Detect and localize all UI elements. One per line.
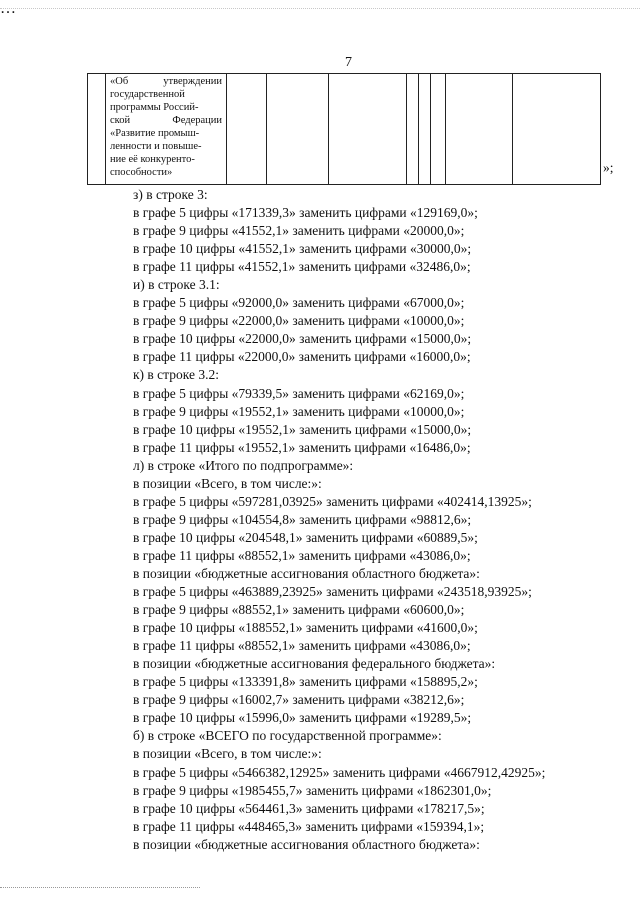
amendment-line: в графе 9 цифры «41552,1» заменить цифрами «20000,0»; [133,223,465,239]
table-cell-line: программы Россий- [110,102,199,113]
amendment-line [133,457,603,475]
amendment-line [133,330,603,348]
table-column-divider [512,74,513,184]
amendment-line: в графе 11 цифры «19552,1» заменить цифрами «16486,0»; [133,439,471,455]
table-cell-act-title [110,75,222,179]
amendment-line [133,782,603,800]
amendment-line: в позиции «бюджетные ассигнования областного бюджета»: [133,565,480,581]
amendment-line: в графе 10 цифры «19552,1» заменить цифрами «15000,0»; [133,421,472,437]
amendment-line: в графе 5 цифры «5466382,12925» заменить цифрами «4667912,42925»; [133,764,546,780]
scan-edge-top [0,8,640,9]
amendment-line [133,709,603,727]
table-cell-line [110,75,222,88]
amendment-line [133,601,603,619]
amendment-line [133,619,603,637]
amendment-line [133,439,603,457]
amendment-line: в графе 5 цифры «463889,23925» заменить цифрами «243518,93925»; [133,584,532,600]
amendment-line [133,294,603,312]
amendment-line: в графе 10 цифры «188552,1» заменить цифрами «41600,0»; [133,620,478,636]
amendment-line: в графе 5 цифры «133391,8» заменить цифрами «158895,2»; [133,674,478,690]
amendment-line [133,691,603,709]
amendment-line: з) в строке 3: [133,187,208,202]
table-cell-line: ленности и повыше- [110,141,202,152]
amendment-line: в позиции «бюджетные ассигнования областного бюджета»: [133,836,480,852]
scan-edge-bottom [0,887,200,888]
amendment-line: в графе 5 цифры «92000,0» заменить цифрами «67000,0»; [133,295,465,311]
table-column-divider [430,74,431,184]
table-cell-line: способности» [110,167,173,178]
amendment-line: и) в строке 3.1: [133,277,220,293]
amendment-line: в графе 10 цифры «15996,0» заменить цифрами «19289,5»; [133,710,472,726]
amendment-line [133,818,603,836]
amendment-line: в графе 11 цифры «448465,3» заменить цифрами «159394,1»; [133,818,485,834]
table-closing-quote: »; [603,160,614,175]
amendment-line: в позиции «Всего, в том числе:»: [133,746,322,762]
amendment-line: в графе 10 цифры «564461,3» заменить цифрами «178217,5»; [133,800,485,816]
amendment-line [133,403,603,421]
amendment-line: в графе 9 цифры «19552,1» заменить цифрами «10000,0»; [133,403,465,419]
amendment-line [133,800,603,818]
amendment-line [133,222,603,240]
amendment-line: в графе 9 цифры «1985455,7» заменить цифрами «1862301,0»; [133,782,492,798]
amendment-line [133,385,603,403]
amendment-line: б) в строке «ВСЕГО по государственной программе»: [133,728,442,744]
table-cell-line [110,127,222,140]
table-column-divider [328,74,329,184]
amendment-line: в позиции «Всего, в том числе:»: [133,475,322,491]
amendment-line [133,764,603,782]
amendment-line [133,493,603,511]
table-cell-word: ской [110,115,131,126]
amendment-line [133,583,603,601]
amendment-line: в графе 11 цифры «88552,1» заменить цифрами «43086,0»; [133,638,471,654]
page-number: 7 [345,55,352,70]
amendment-line [133,276,603,294]
table-cell-word: утверждении [163,76,222,87]
amendment-line [133,547,603,565]
amendment-line [133,529,603,547]
amendment-line [133,727,603,745]
amendment-line [133,348,603,366]
amendment-line: в графе 10 цифры «41552,1» заменить цифрами «30000,0»; [133,241,472,257]
amendment-line: л) в строке «Итого по подпрограмме»: [133,457,354,473]
table-cell-word: «Об [110,76,129,87]
table-column-divider [105,74,106,184]
amendment-line [133,475,603,493]
amendment-line [133,655,603,673]
amendments-list [133,186,603,854]
amendment-line: в графе 5 цифры «597281,03925» заменить цифрами «402414,13925»; [133,493,532,509]
table-cell-line [110,166,222,179]
amendment-line: в графе 9 цифры «16002,7» заменить цифрами «38212,6»; [133,692,465,708]
table-column-divider [406,74,407,184]
amendment-line [133,836,603,854]
table-cell-line [110,114,222,127]
amendment-line [133,258,603,276]
amendment-line [133,312,603,330]
amendment-line [133,186,603,204]
amendment-line: в графе 9 цифры «88552,1» заменить цифрами «60600,0»; [133,602,465,618]
amendment-line: в графе 5 цифры «171339,3» заменить цифрами «129169,0»; [133,205,478,221]
table-column-divider [418,74,419,184]
amendment-line [133,637,603,655]
amendment-line: в графе 11 цифры «41552,1» заменить цифрами «32486,0»; [133,259,471,275]
amendment-line: в графе 9 цифры «22000,0» заменить цифрами «10000,0»; [133,313,465,329]
amendment-line [133,745,603,763]
amendment-line [133,421,603,439]
amendment-line [133,511,603,529]
table-cell-line [110,140,222,153]
table-cell-word: Федерации [172,115,222,126]
table-cell-line: «Развитие промыш- [110,128,200,139]
table-cell-line [110,153,222,166]
table-cell-line: государственной [110,89,185,100]
amendment-line: в графе 9 цифры «104554,8» заменить цифрами «98812,6»; [133,511,472,527]
table-column-divider [266,74,267,184]
amendment-line: в графе 5 цифры «79339,5» заменить цифрами «62169,0»; [133,385,465,401]
amendment-line: в графе 11 цифры «22000,0» заменить цифрами «16000,0»; [133,349,471,365]
amendment-line: в графе 10 цифры «204548,1» заменить цифрами «60889,5»; [133,529,478,545]
amendment-line [133,240,603,258]
amendment-line: к) в строке 3.2: [133,367,219,383]
amendment-line [133,366,603,384]
table-column-divider [226,74,227,184]
amendment-line: в графе 10 цифры «22000,0» заменить цифрами «15000,0»; [133,331,472,347]
amendment-line [133,673,603,691]
table-column-divider [445,74,446,184]
amendment-line: в графе 11 цифры «88552,1» заменить цифрами «43086,0»; [133,547,471,563]
amendment-line: в позиции «бюджетные ассигнования федерального бюджета»: [133,656,496,672]
amendment-line [133,565,603,583]
amendment-line [133,204,603,222]
table-cell-line: ние её конкуренто- [110,154,195,165]
table-cell-line [110,88,222,101]
table-cell-line [110,101,222,114]
